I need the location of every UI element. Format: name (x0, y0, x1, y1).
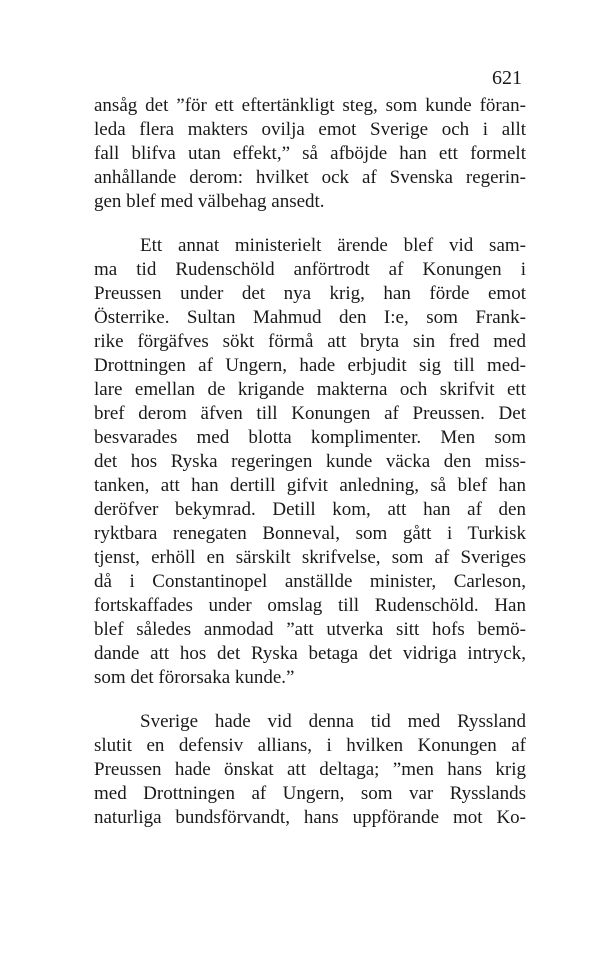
text-line: tjenst, erhöll en särskilt skrifvelse, som af Sveriges (94, 547, 526, 568)
text-line: med Drottningen af Ungern, som var Rysslands (94, 783, 526, 804)
text-line: ryktbara renegaten Bonneval, som gått i Turkisk (94, 523, 526, 544)
text-line: anhållande derom: hvilket ock af Svenska regerin- (94, 167, 526, 188)
paragraph-gap (94, 214, 526, 234)
text-line: Österrike. Sultan Mahmud den I:e, som Frank- (94, 307, 526, 328)
text-line: deröfver bekymrad. Detill kom, att han af den (94, 499, 526, 520)
text-line: rike förgäfves sökt förmå att bryta sin fred med (94, 331, 526, 352)
text-line: slutit en defensiv allians, i hvilken Konungen af (94, 735, 526, 756)
text-line: lare emellan de krigande makterna och skrifvit ett (94, 379, 526, 400)
text-line: Sverige hade vid denna tid med Ryssland (140, 711, 526, 732)
text-line: Ett annat ministerielt ärende blef vid sam- (140, 235, 526, 256)
text-line: naturliga bundsförvandt, hans uppförande mot Ko- (94, 807, 526, 828)
text-line: Drottningen af Ungern, hade erbjudit sig till med- (94, 355, 526, 376)
text-line: gen blef med välbehag ansedt. (94, 191, 325, 212)
text-line: Preussen hade önskat att deltaga; ”men hans krig (94, 759, 526, 780)
text-line: fall blifva utan effekt,” så afböjde han ett formelt (94, 143, 526, 164)
text-line: det hos Ryska regeringen kunde väcka den miss- (94, 451, 526, 472)
text-line: leda flera makters ovilja emot Sverige och i allt (94, 119, 526, 140)
text-line: besvarades med blotta komplimenter. Men som (94, 427, 526, 448)
paragraph-gap (94, 690, 526, 710)
text-line: bref derom äfven till Konungen af Preussen. Det (94, 403, 526, 424)
text-line: blef således anmodad ”att utverka sitt hofs bemö- (94, 619, 526, 640)
text-line: ma tid Rudenschöld anförtrodt af Konungen i (94, 259, 526, 280)
paragraph-3 (94, 710, 526, 830)
text-line: fortskaffades under omslag till Rudenschöld. Han (94, 595, 526, 616)
text-line: då i Constantinopel anställde minister, Carleson, (94, 571, 526, 592)
text-line: ansåg det ”för ett eftertänkligt steg, som kunde föran- (94, 95, 526, 116)
text-line: dande att hos det Ryska betaga det vidriga intryck, (94, 643, 526, 664)
body-text (94, 94, 526, 830)
paragraph-1 (94, 94, 526, 214)
page-number: 621 (492, 67, 522, 89)
text-line: Preussen under det nya krig, han förde emot (94, 283, 526, 304)
text-line: som det förorsaka kunde.” (94, 667, 295, 688)
text-line: tanken, att han dertill gifvit anledning, så blef han (94, 475, 526, 496)
paragraph-2 (94, 234, 526, 690)
